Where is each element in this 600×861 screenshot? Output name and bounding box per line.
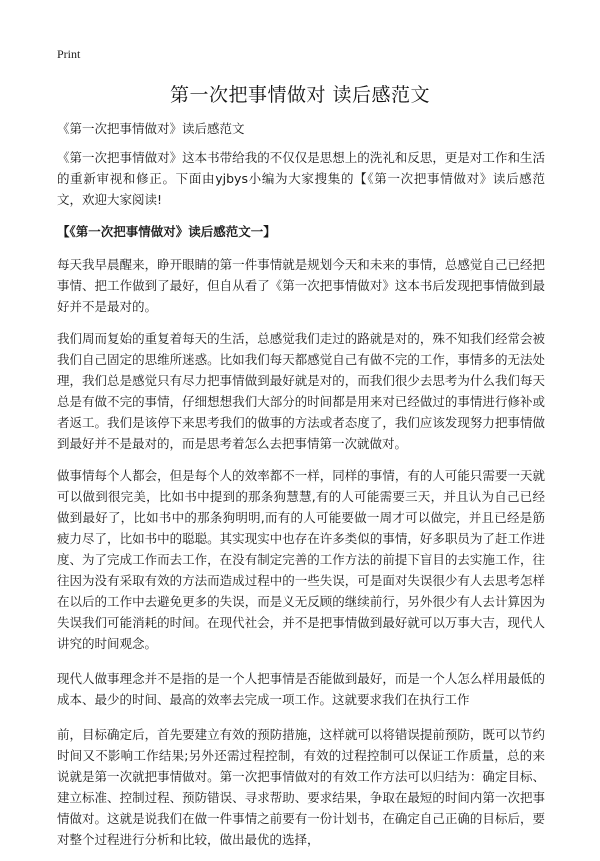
body-paragraph: 现代人做事理念并不是指的是一个人把事情是否能做到最好，而是一个人怎么样用最低的成本、最少的时间、最高的效率去完成一项工作。这就要求我们在执行工作 [57,671,545,707]
print-label: Print [57,47,81,61]
body-paragraph: 前，目标确定后，首先要建立有效的预防措施，这样就可以将错误提前预防，既可以节约时间又不影响工作结果;另外还需过程控制，有效的过程控制可以保证工作质量，总的来说就是第一次就把事情做对。第一次把事情做对的有效工作方法可以归结为：确定目标、建立标准、控制过程、预防错误、寻求帮助、要求结果，争取在最短的时间内第一次把事情做对。这就是说我们在做一件事情之前要有一份计划书，在确定自己正确的目标后，要对整个过程进行分析和比较，做出最优的选择， [57,727,545,847]
document-body [57,118,545,861]
body-paragraph: 做事情每个人都会，但是每个人的效率都不一样，同样的事情，有的人可能只需要一天就可以做到很完美，比如书中提到的那条狗慧慧,有的人可能需要三天，并且认为自己已经做到最好了，比如书中的那条狗明明,而有的人可能要做一周才可以做完，并且已经是筋疲力尽了，比如书中的聪聪。其实现实中也存在许多类似的事情，好多职员为了赶工作进度、为了完成工作而去工作，在没有制定完善的工作方法的前提下盲目的去实施工作，往往因为没有采取有效的方法而造成过程中的一些失误，可是面对失误很少有人去思考怎样在以后的工作中去避免更多的失误，而是义无反顾的继续前行，另外很少有人去计算因为失误我们可能消耗的时间。在现代社会，并不是把事情做到最好就可以万事大吉，现代人讲究的时间观念。 [57,468,545,651]
document-subtitle: 《第一次把事情做对》读后感范文 [57,121,245,136]
section-heading: 【《第一次把事情做对》读后感范文一】 [57,224,276,239]
page-title: 第一次把事情做对 读后感范文 [169,84,431,106]
body-paragraph: 我们周而复始的重复着每天的生活，总感觉我们走过的路就是对的，殊不知我们经常会被我们自己固定的思维所迷惑。比如我们每天都感觉自己有做不完的工作，事情多的无法处理，我们总是感觉只有尽力把事情做到最好就是对的，而我们很少去思考为什么我们每天总是有做不完的事情，仔细想想我们大部分的时间都是用来对已经做过的事情进行修补或者返工。我们是该停下来思考我们的做事的方法或者态度了，我们应该发现努力把事情做到最好并不是最对的，而是思考着怎么去把事情第一次就做对。 [57,331,545,451]
intro-paragraph: 《第一次把事情做对》这本书带给我的不仅仅是思想上的洗礼和反思，更是对工作和生活的重新审视和修正。下面由yjbys小编为大家搜集的【《第一次把事情做对》读后感范文，欢迎大家阅读! [57,150,545,207]
body-paragraph: 每天我早晨醒来，睁开眼睛的第一件事情就是规划今天和未来的事情，总感觉自己已经把事情、把工作做到了最好，但自从看了《第一次把事情做对》这本书后发现把事情做到最好并不是最对的。 [57,257,545,314]
